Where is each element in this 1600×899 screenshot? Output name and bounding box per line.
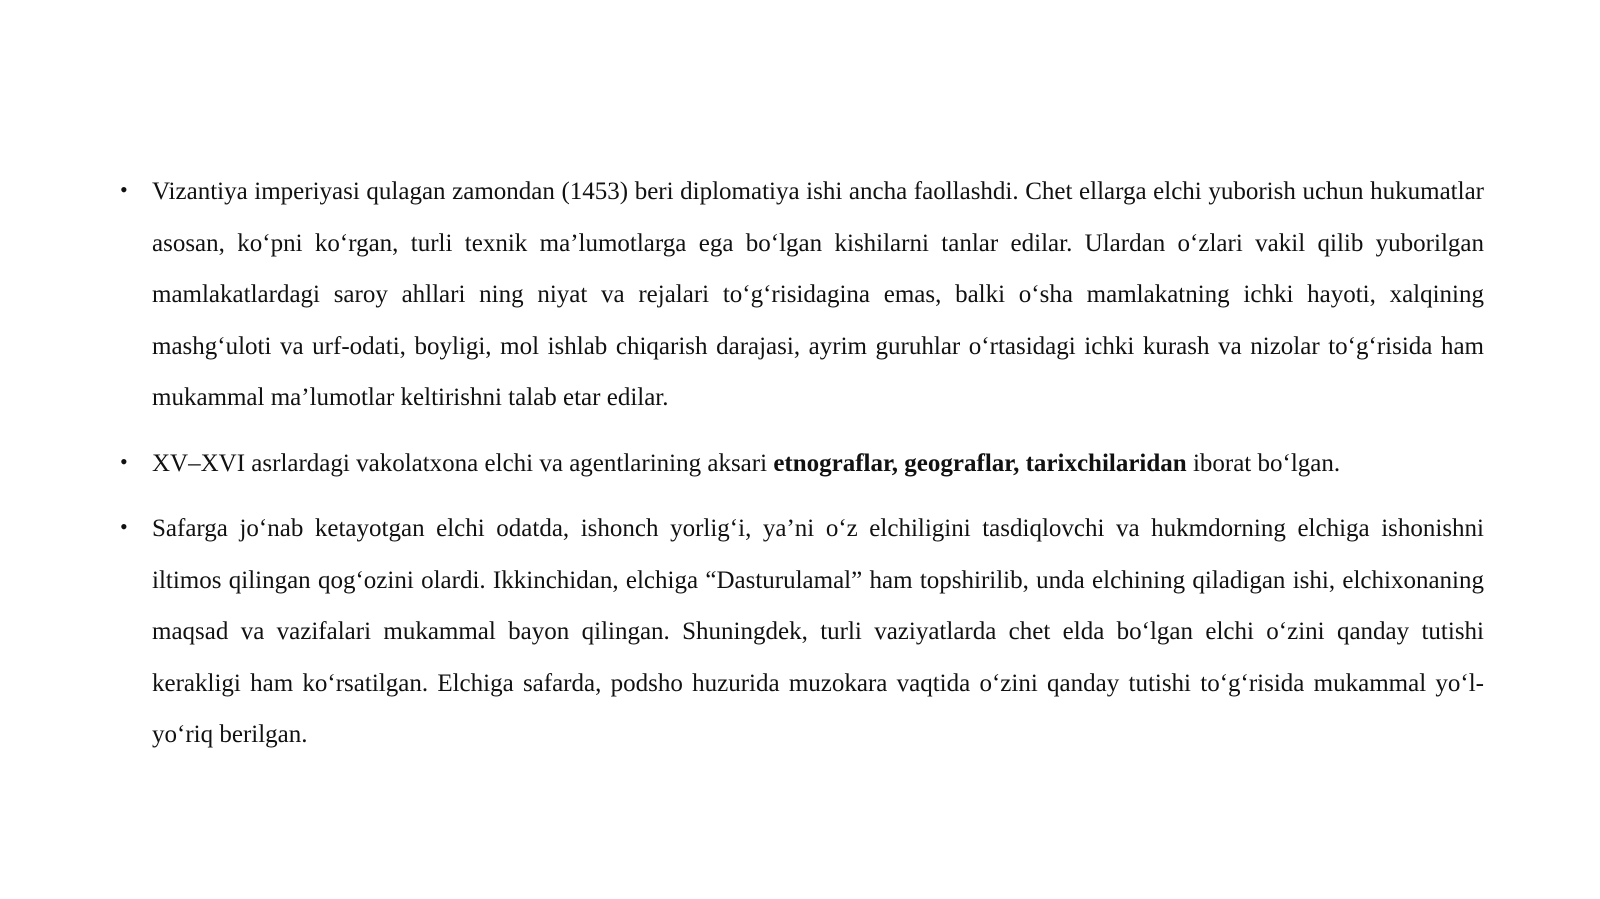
bullet-item-2 [118, 438, 1484, 490]
bullet-marker: • [120, 177, 128, 202]
bullet-text-2-after: iborat bo‘lgan. [1186, 449, 1341, 477]
bullet-marker: • [120, 448, 128, 474]
bullet-text-2-before: XV–XVI asrlardagi vakolatxona elchi va agentlarining aksari [152, 449, 774, 477]
bullet-marker: • [120, 514, 128, 539]
bullet-text-1: Vizantiya imperiyasi qulagan zamondan (1453) beri diplomatiya ishi ancha faollashdi. Chet ellarga elchi yuborish uchun hukumatlar asosan, ko‘pni ko‘rgan, turli texnik ma’lumotlarga ega bo‘lgan kishilarni tanlar edilar. Ulardan o‘zlari vakil qilib yuborilgan mamlakatlardagi saroy ahllari ning niyat va rejalari to‘g‘risidagina emas, balki o‘sha mamlakatning ichki hayoti, xalqining mashg‘uloti va urf-odati, boyligi, mol ishlab chiqarish darajasi, ayrim guruhlar o‘rtasidagi ichki kurash va nizolar to‘g‘risida ham mukammal ma’lumotlar keltirishni talab etar edilar. [152, 178, 1484, 411]
bullet-text-2-bold: etnograflar, geograflar, tarixchilaridan [773, 449, 1187, 477]
bullet-item-1 [118, 166, 1484, 424]
bullet-list [118, 166, 1484, 775]
bullet-text-3: Safarga jo‘nab ketayotgan elchi odatda, ishonch yorlig‘i, ya’ni o‘z elchiligini tasdiqlovchi va hukmdorning elchiga ishonishni iltimos qilingan qog‘ozini olardi. Ikkinchidan, elchiga “Dasturulamal” ham topshirilib, unda elchining qiladigan ishi, elchixonaning maqsad va vazifalari mukammal bayon qilingan. Shuningdek, turli vaziyatlarda chet elda bo‘lgan elchi o‘zini qanday tutishi kerakligi ham ko‘rsatilgan. Elchiga safarda, podsho huzurida muzokara vaqtida o‘zini qanday tutishi to‘g‘risida mukammal yo‘l-yo‘riq berilgan. [152, 515, 1484, 748]
bullet-item-3 [118, 503, 1484, 761]
